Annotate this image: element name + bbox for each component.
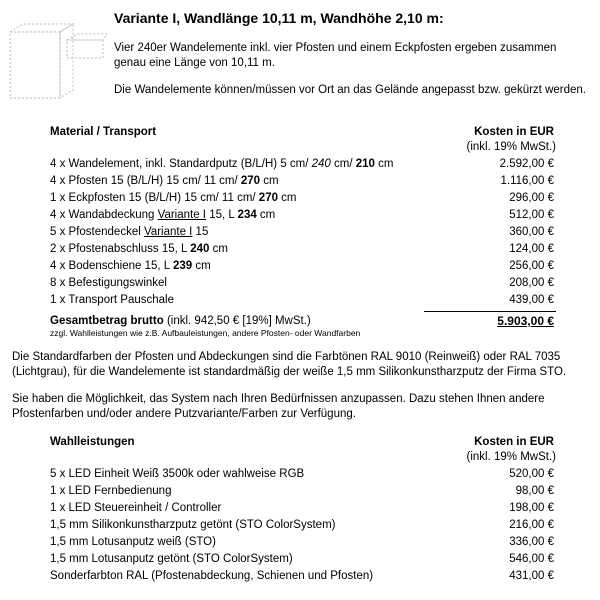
material-row — [50, 258, 556, 275]
paragraph-line: Die Standardfarben der Pfosten und Abdeckungen sind die Farbtönen RAL 9010 (Reinweiß) oder RAL 7035 — [12, 351, 561, 363]
option-item-label: 1,5 mm Silikonkunstharzputz getönt (STO ColorSystem) — [50, 519, 336, 531]
material-table — [50, 124, 556, 338]
total-rule — [424, 311, 556, 312]
option-items — [50, 466, 556, 585]
material-row — [50, 241, 556, 258]
material-item-label-part: 270 — [258, 192, 278, 204]
material-row — [50, 292, 556, 309]
material-item-label-part: 4 x Pfosten 15 (B/L/H) 15 cm/ 11 cm/ — [50, 175, 241, 187]
material-row — [50, 275, 556, 292]
material-item-label — [50, 190, 297, 207]
option-row — [50, 466, 556, 483]
material-item-price: 208,00 € — [509, 277, 554, 289]
option-row — [50, 534, 556, 551]
option-row — [50, 500, 556, 517]
material-item-label-part: 15 — [192, 226, 209, 238]
material-row — [50, 224, 556, 241]
material-item-price: 296,00 € — [509, 192, 554, 204]
material-item-label — [50, 258, 211, 275]
material-item-label-part: cm — [209, 243, 228, 255]
material-item-price: 2.592,00 € — [499, 158, 554, 170]
material-item-label — [50, 241, 228, 258]
material-item-label-part: 4 x Bodenschiene 15, L — [50, 260, 173, 272]
material-item-label-part: cm — [374, 158, 394, 170]
material-item-label-part: Variante I — [157, 209, 206, 221]
paragraph-line: (Lichtgrau), für die Wandelemente ist standardmäßig der weiße 1,5 mm Silikonkunstharzputz der Firma STO. — [12, 366, 567, 378]
material-item-label — [50, 292, 174, 309]
options-header-row — [50, 434, 556, 451]
intro-line: genau eine Länge von 10,11 m. — [114, 57, 275, 69]
material-row — [50, 156, 556, 173]
option-item-price: 98,00 € — [515, 485, 554, 497]
total-row — [50, 313, 556, 330]
material-item-label-part: cm — [277, 192, 297, 204]
option-item-price: 198,00 € — [509, 502, 554, 514]
option-row — [50, 551, 556, 568]
options-cost-subheading: (inkl. 19% MwSt.) — [466, 451, 556, 463]
material-item-label — [50, 173, 279, 190]
option-item-label: 5 x LED Einheit Weiß 3500k oder wahlweise RGB — [50, 468, 305, 480]
material-item-label-part: cm — [192, 260, 211, 272]
material-item-label-part: 240 — [311, 158, 331, 170]
total-value: 5.903,00 € — [497, 314, 554, 328]
material-item-label-part: cm — [260, 175, 279, 187]
cost-heading: Kosten in EUR — [474, 126, 554, 138]
wall-sketch-icon — [5, 20, 107, 104]
options-paragraph — [12, 392, 588, 422]
cost-subheading: (inkl. 19% MwSt.) — [466, 141, 556, 153]
material-item-label-part: cm — [256, 209, 276, 221]
intro-note: Die Wandelemente können/müssen vor Ort an das Gelände angepasst bzw. gekürzt werden. — [114, 84, 586, 96]
material-row — [50, 207, 556, 224]
option-row — [50, 517, 556, 534]
option-item-label: Sonderfarbton RAL (Pfostenabdeckung, Schienen und Pfosten) — [50, 570, 374, 582]
option-row — [50, 483, 556, 500]
option-item-label: 1 x LED Fernbedienung — [50, 485, 172, 497]
material-item-label-part: 270 — [240, 175, 261, 187]
material-item-label-part: 1 x Transport Pauschale — [50, 294, 175, 306]
paragraph-line: Sie haben die Möglichkeit, das System nach Ihren Bedürfnissen anzupassen. Dazu stehen Ihnen andere — [12, 393, 545, 405]
total-note: zzgl. Wahlleistungen wie z.B. Aufbauleistungen, andere Pfosten- oder Wandfarben — [50, 328, 361, 338]
material-item-price: 512,00 € — [509, 209, 554, 221]
option-item-price: 431,00 € — [509, 570, 554, 582]
option-item-price: 336,00 € — [509, 536, 554, 548]
total-label — [50, 313, 311, 330]
options-subheader-row — [50, 451, 556, 466]
options-heading: Wahlleistungen — [50, 436, 135, 448]
colors-paragraph — [12, 350, 588, 380]
page-title: Variante I, Wandlänge 10,11 m, Wandhöhe 2,10 m: — [114, 10, 444, 26]
material-item-price: 256,00 € — [509, 260, 554, 272]
material-item-price: 439,00 € — [509, 294, 554, 306]
material-item-price: 1.116,00 € — [500, 175, 554, 187]
material-item-label-part: 4 x Wandabdeckung — [50, 209, 158, 221]
material-item-label-part: 8 x Befestigungswinkel — [50, 277, 167, 289]
material-header-row — [50, 124, 556, 141]
option-item-price: 216,00 € — [509, 519, 554, 531]
material-item-price: 124,00 € — [509, 243, 554, 255]
material-item-label-part: 210 — [355, 158, 375, 170]
option-item-price: 546,00 € — [509, 553, 554, 565]
material-item-label-part: cm/ — [330, 158, 356, 170]
material-item-price: 360,00 € — [509, 226, 554, 238]
material-subheader-row — [50, 141, 556, 156]
material-row — [50, 190, 556, 207]
material-item-label-part: 4 x Wandelement, inkl. Standardputz (B/L/H) 5 cm/ — [50, 158, 312, 170]
option-item-label: 1,5 mm Lotusanputz getönt (STO ColorSystem) — [50, 553, 293, 565]
intro-text — [114, 41, 584, 71]
material-item-label-part: 240 — [190, 243, 210, 255]
material-items — [50, 156, 556, 309]
material-row — [50, 173, 556, 190]
intro-line: Vier 240er Wandelemente inkl. vier Pfosten und einem Eckpfosten ergeben zusammen — [114, 42, 557, 54]
total-detail: (inkl. 942,50 € [19%] MwSt.) — [163, 315, 311, 327]
material-item-label-part: 234 — [237, 209, 257, 221]
material-item-label-part: Variante I — [143, 226, 193, 238]
option-item-price: 520,00 € — [509, 468, 554, 480]
material-item-label — [50, 275, 167, 292]
material-item-label — [50, 156, 393, 173]
material-item-label-part: 239 — [172, 260, 193, 272]
material-item-label-part: 15, L — [206, 209, 238, 221]
material-item-label-part: 5 x Pfostendeckel — [50, 226, 144, 238]
material-heading: Material / Transport — [50, 126, 157, 138]
material-item-label — [50, 207, 275, 224]
options-cost-heading: Kosten in EUR — [474, 436, 554, 448]
option-item-label: 1,5 mm Lotusanputz weiß (STO) — [50, 536, 216, 548]
option-row — [50, 568, 556, 585]
material-item-label-part: 1 x Eckpfosten 15 (B/L/H) 15 cm/ 11 cm/ — [50, 192, 259, 204]
material-item-label — [50, 224, 208, 241]
paragraph-line: Pfostenfarben und/oder andere Putzvariante/Farben zur Verfügung. — [12, 408, 356, 420]
total-label-text: Gesamtbetrag brutto — [50, 315, 164, 327]
option-item-label: 1 x LED Steuereinheit / Controller — [50, 502, 222, 514]
material-item-label-part: 2 x Pfostenabschluss 15, L — [50, 243, 191, 255]
options-table — [50, 434, 556, 585]
